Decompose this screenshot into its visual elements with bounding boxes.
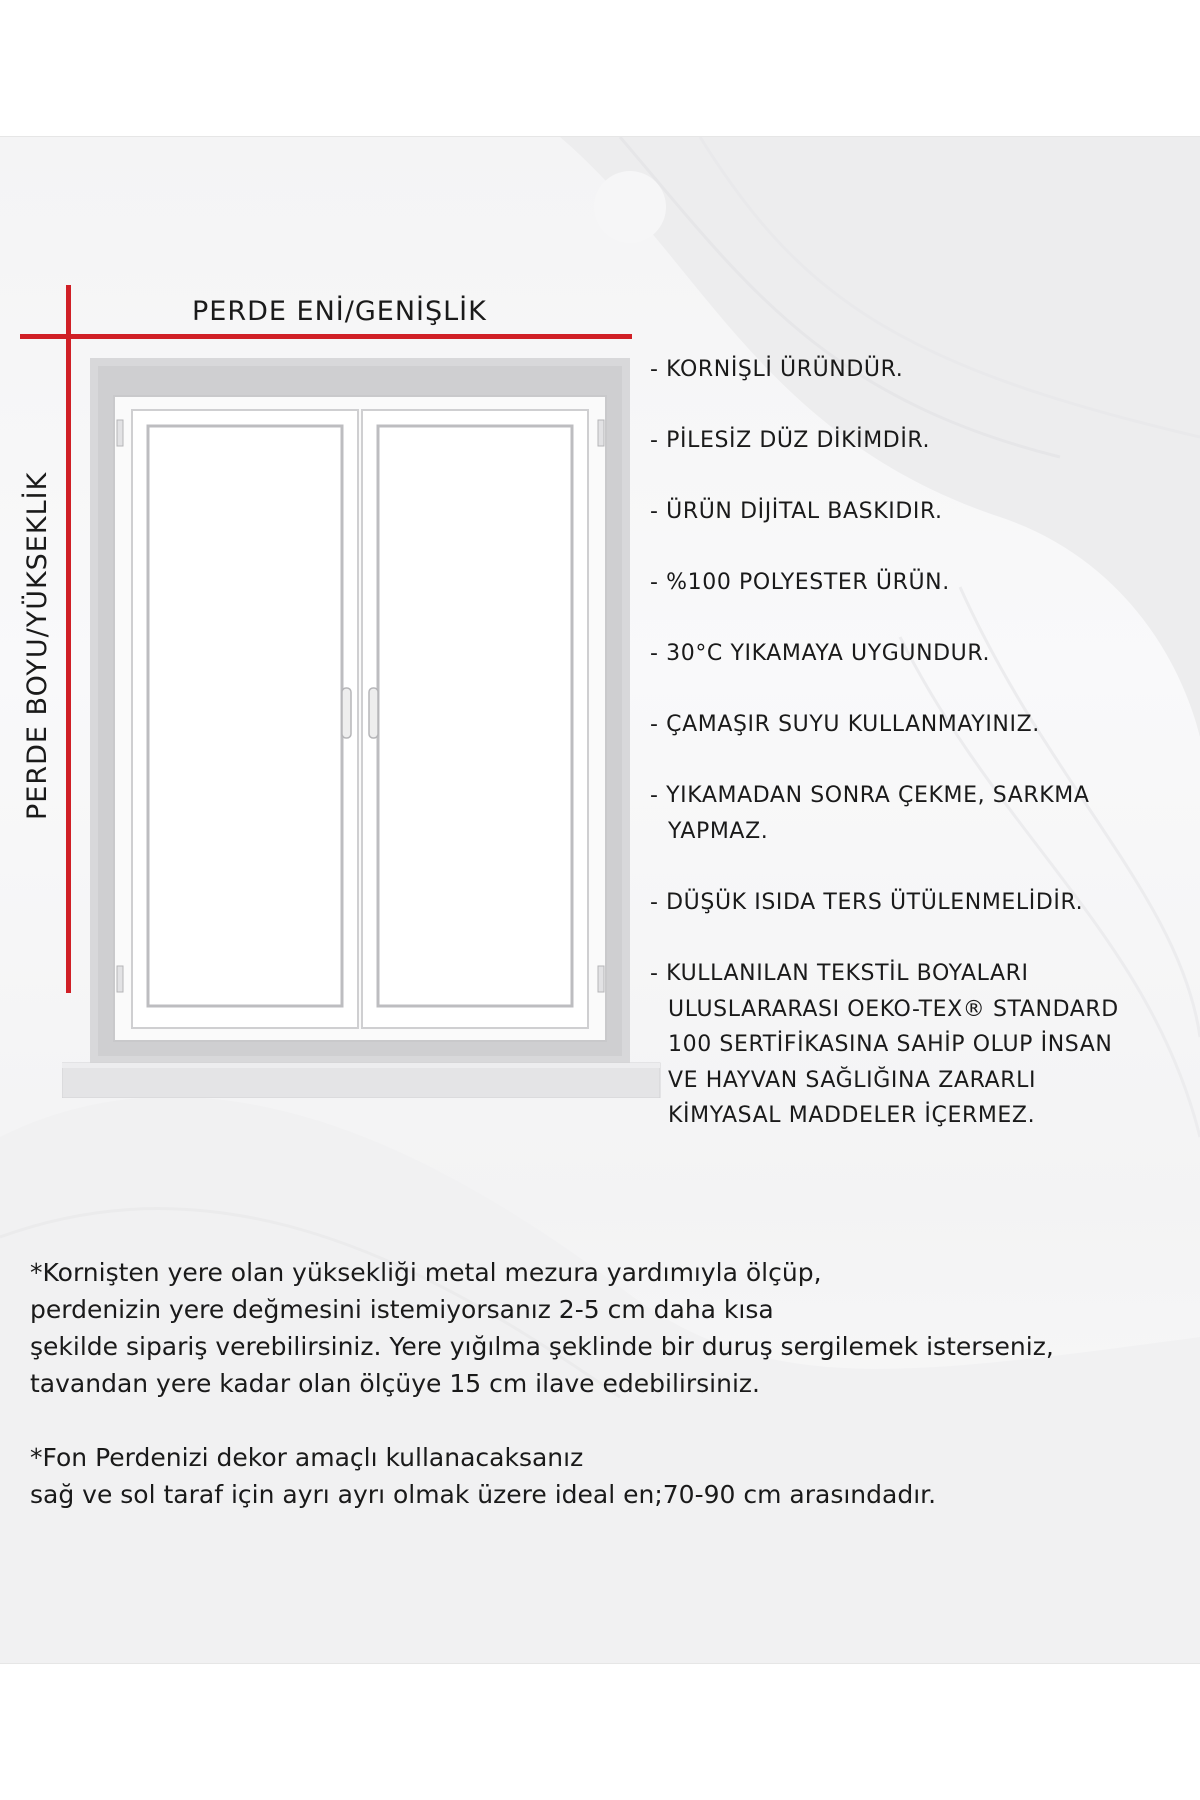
hinge-bottom-left <box>117 966 123 992</box>
right-handle <box>369 688 378 738</box>
feature-list <box>650 352 1195 1169</box>
right-glass <box>378 426 572 1006</box>
width-label: PERDE ENİ/GENİŞLİK <box>192 296 487 327</box>
feature-item: - ÜRÜN DİJİTAL BASKIDIR. <box>650 499 943 524</box>
feature-item-oeko-tex: - KULLANILAN TEKSTİL BOYALARI ULUSLARARASI OEKO-TEX® STANDARD 100 SERTİFİKASINA SAHİP OLUP İNSAN VE HAYVAN SAĞLIĞINA ZARARLI KİMYASAL MADDELER İÇERMEZ. <box>650 961 1119 1128</box>
feature-item: - KORNİŞLİ ÜRÜNDÜR. <box>650 357 904 382</box>
measurement-notes <box>30 1254 1180 1550</box>
feature-item: - YIKAMADAN SONRA ÇEKME, SARKMA YAPMAZ. <box>650 783 1090 844</box>
window-sill <box>62 1063 660 1098</box>
window-illustration <box>62 358 662 1098</box>
note-height-measurement: *Kornişten yere olan yüksekliği metal mezura yardımıyla ölçüp, perdenizin yere değmesini istemiyorsanız 2-5 cm daha kısa şekilde sipariş verebilirsiniz. Yere yığılma şeklinde bir duruş sergilemek isterseniz, tavandan yere kadar olan ölçüye 15 cm ilave edebilirsiniz. <box>30 1258 1054 1398</box>
hinge-top-left <box>117 420 123 446</box>
feature-item: - DÜŞÜK ISIDA TERS ÜTÜLENMELİDİR. <box>650 890 1084 915</box>
hinge-bottom-right <box>598 966 604 992</box>
height-label: PERDE BOYU/YÜKSEKLİK <box>22 471 53 820</box>
feature-item: - %100 POLYESTER ÜRÜN. <box>650 570 950 595</box>
left-glass <box>148 426 342 1006</box>
left-handle <box>342 688 351 738</box>
hinge-top-right <box>598 420 604 446</box>
feature-item: - PİLESİZ DÜZ DİKİMDİR. <box>650 428 931 453</box>
feature-item: - 30°C YIKAMAYA UYGUNDUR. <box>650 641 991 666</box>
note-decor-width: *Fon Perdenizi dekor amaçlı kullanacaksanız sağ ve sol taraf için ayrı ayrı olmak üzere ideal en;70-90 cm arasındadır. <box>30 1443 937 1509</box>
feature-item: - ÇAMAŞIR SUYU KULLANMAYINIZ. <box>650 712 1040 737</box>
width-measure-line <box>20 334 632 339</box>
